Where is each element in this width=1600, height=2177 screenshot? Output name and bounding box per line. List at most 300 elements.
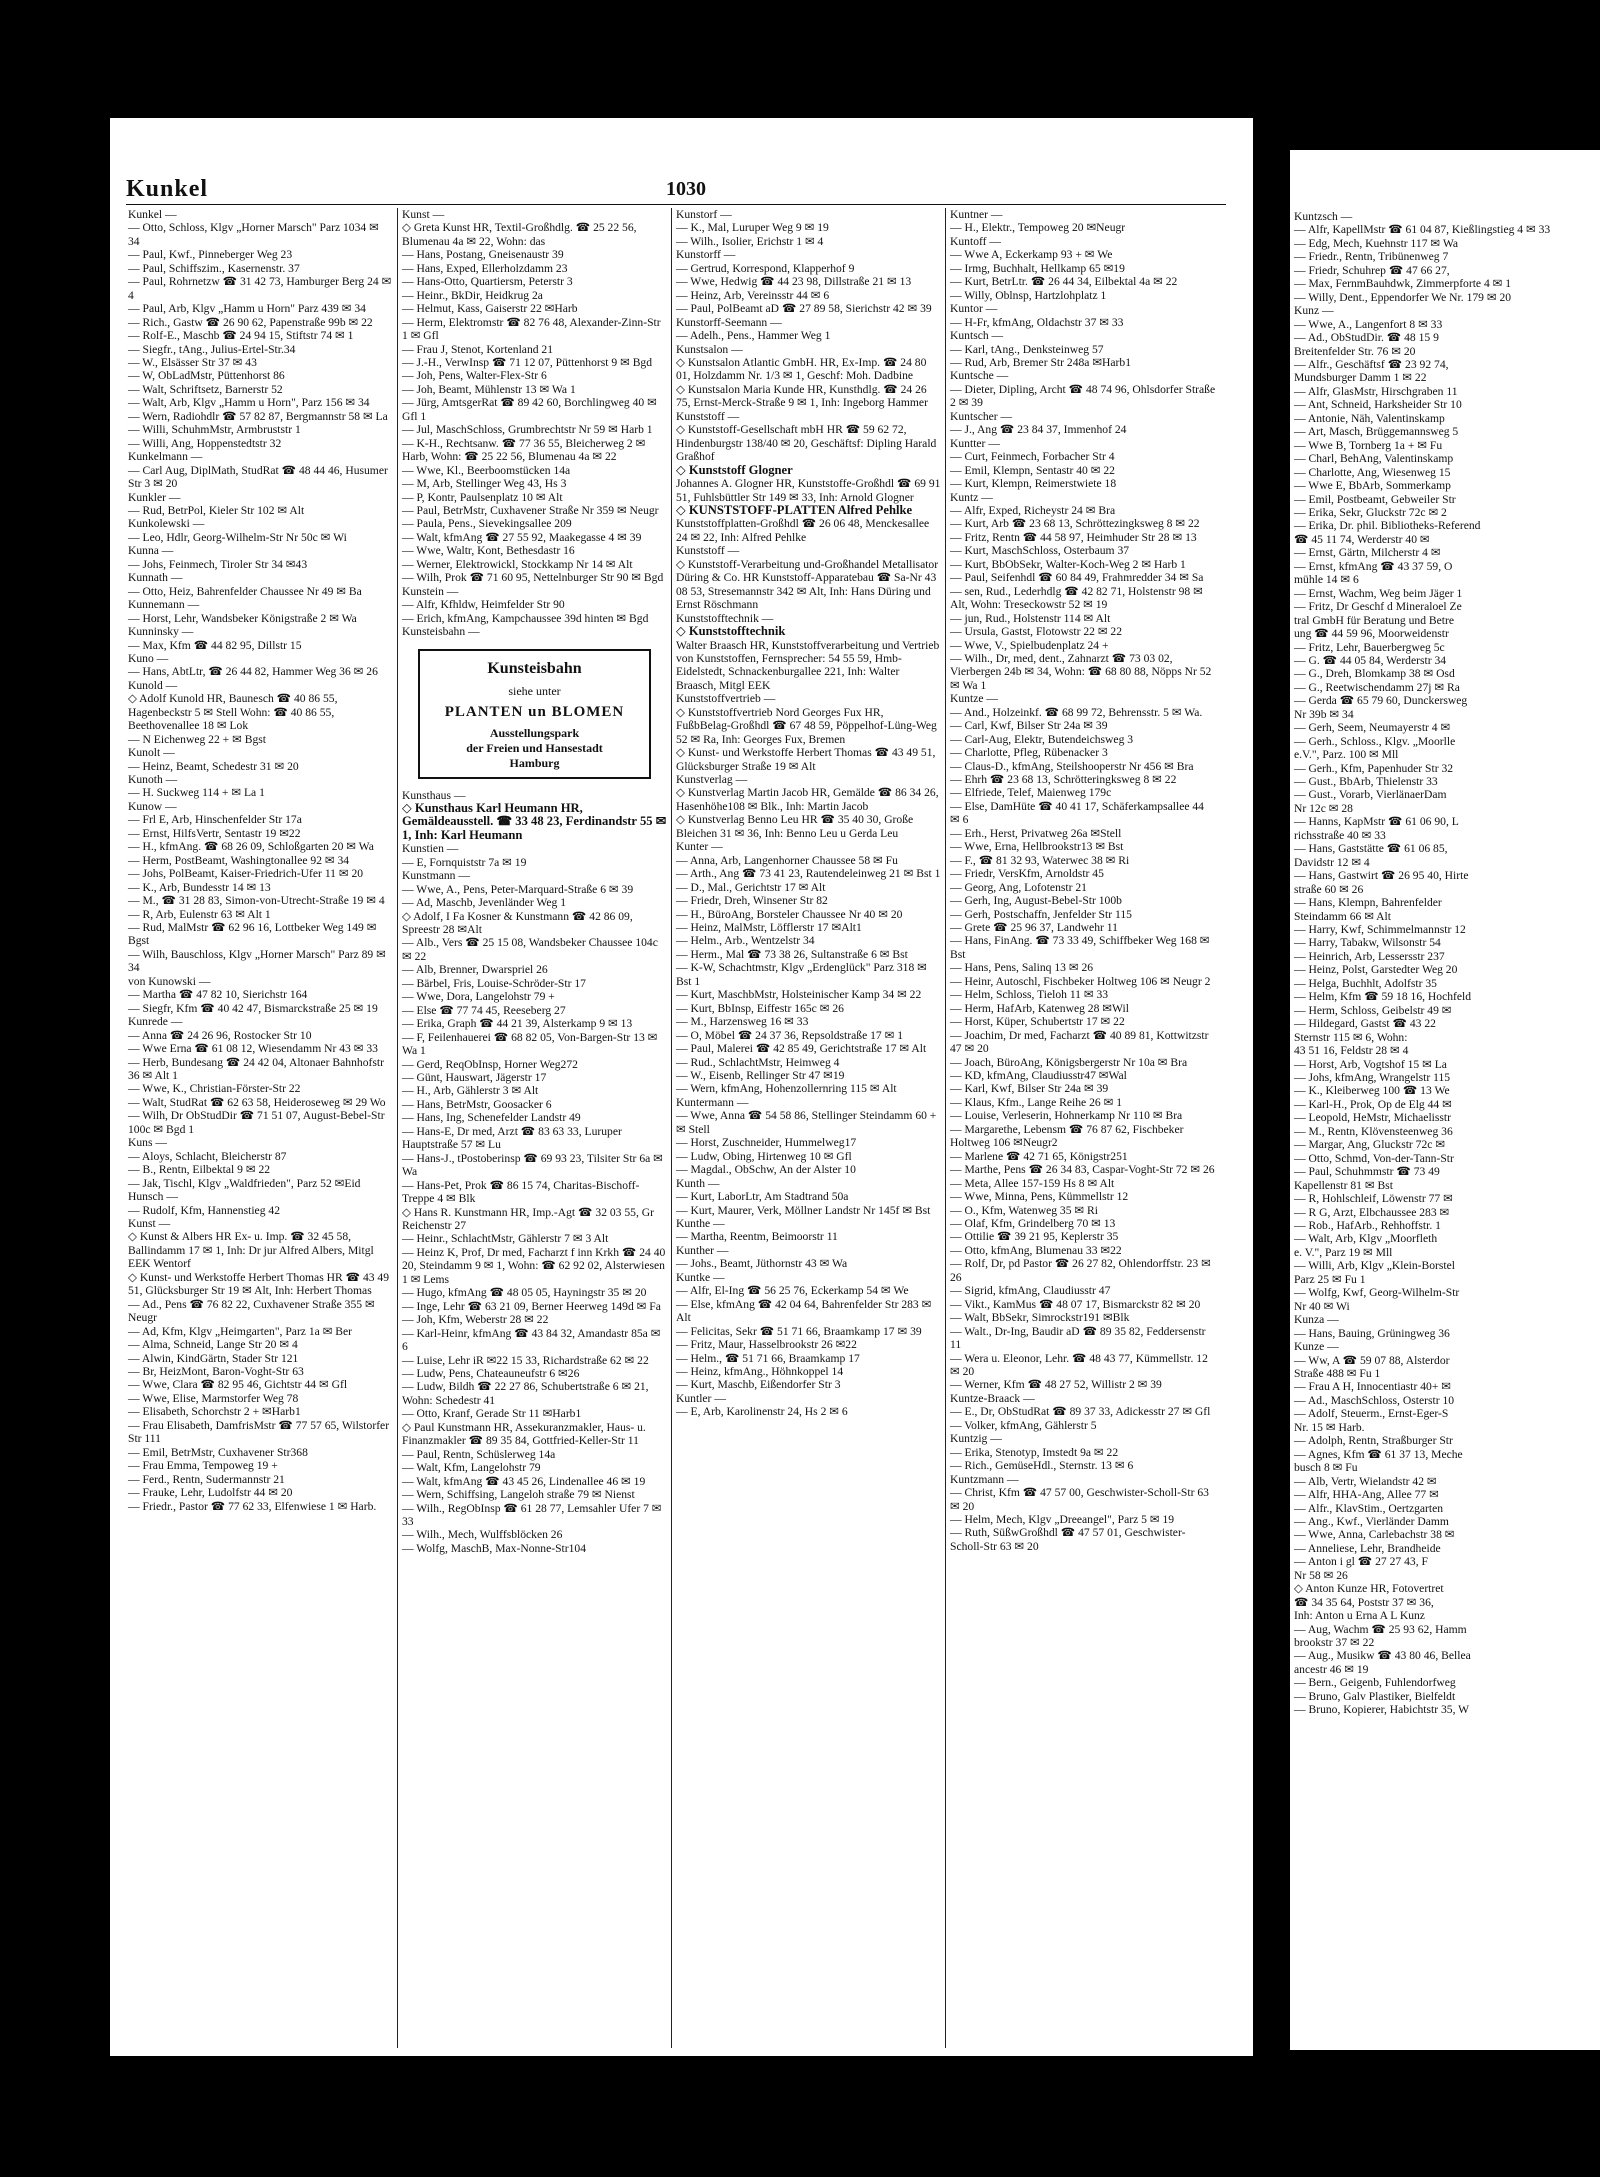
- directory-entry: — Ruth, SüßwGroßhdl ☎ 47 57 01, Geschwister-Scholl-Str 63 ✉ 20: [950, 1526, 1186, 1553]
- directory-entry: von Kunowski —: [128, 974, 211, 988]
- directory-entry: — Heinz, Beamt, Schedestr 31 ✉ 20: [128, 759, 299, 773]
- directory-entry: — Willi, SchuhmMstr, Armbruststr 1: [128, 423, 301, 437]
- directory-entry: — Friedr, Schuhrep ☎ 47 66 27,: [1294, 263, 1450, 277]
- directory-entry: Kunold —: [128, 678, 178, 692]
- directory-entry: — Hans-Pet, Prok ☎ 86 15 74, Charitas-Bischoff-Treppe 4 ✉ Blk: [402, 1178, 640, 1206]
- directory-entry: — Willy, Dent., Eppendorfer We Nr. 179 ✉ 20: [1294, 290, 1512, 304]
- directory-entry: ◇ Kunstsalon Atlantic GmbH. HR, Ex-Imp. ☎ 24 80 01, Holzdamm Nr. 1/3 ✉ 1, Geschf: Moh. Dadbine: [676, 355, 927, 383]
- directory-entry: — Magdal., ObSchw, An der Alster 10: [676, 1163, 856, 1177]
- directory-entry: — Alwin, KindGärtn, Stader Str 121: [128, 1351, 299, 1365]
- directory-entry: — Frau A H, Innocentiastr 40+ ✉: [1294, 1380, 1451, 1394]
- directory-entry: — Heinr., BkDir, Heidkrug 2a: [402, 288, 543, 302]
- directory-entry: — Ad, Kfm, Klgv „Heimgarten", Parz 1a ✉ Ber: [128, 1324, 353, 1338]
- directory-entry: — Helm, Kfm ☎ 59 18 16, Hochfeld: [1294, 990, 1472, 1004]
- directory-entry: Kuntzmann —: [950, 1472, 1019, 1486]
- directory-entry: Kuntscher —: [950, 409, 1013, 423]
- directory-entry: — Wwe, Hedwig ☎ 44 23 98, Dillstraße 21 ✉ 13: [676, 275, 912, 289]
- directory-entry: — Paul, Kwf., Pinneberger Weg 23: [128, 248, 293, 262]
- directory-entry: — Otto, Kranf, Gerade Str 11 ✉Harb1: [402, 1407, 582, 1421]
- directory-entry: — Erika, Dr. phil. Bibliotheks-Referend: [1294, 519, 1481, 533]
- directory-entry: — Alfr, El-Ing ☎ 56 25 76, Eckerkamp 54 ✉ We: [676, 1284, 909, 1298]
- directory-entry: — Ad., MaschSchloss, Osterstr 10: [1294, 1393, 1455, 1407]
- directory-entry: — Alfr, Kfhldw, Heimfelder Str 90: [402, 598, 565, 612]
- directory-entry: Kunolt —: [128, 746, 175, 760]
- directory-entry: — Gust., BbArb, Thielenstr 33: [1294, 775, 1438, 789]
- directory-entry: — Harry, Tabakw, Wilsonstr 54: [1294, 936, 1441, 950]
- directory-entry: — Paula, Pens., Sievekingsallee 209: [402, 517, 572, 531]
- directory-entry: Hunsch —: [128, 1190, 178, 1204]
- directory-entry: — G., Dreh, Blomkamp 38 ✉ Osd: [1294, 667, 1455, 681]
- directory-entry: Kuntor —: [950, 302, 998, 316]
- directory-entry: — Kurt, MaschbMstr, Holsteinischer Kamp 34 ✉ 22: [676, 988, 922, 1002]
- directory-entry: — Vikt., KamMus ☎ 48 07 17, Bismarckstr 82 ✉ 20: [950, 1297, 1201, 1311]
- directory-entry: Kunna —: [128, 544, 174, 558]
- directory-entry: — F, Feilenhauerei ☎ 68 82 05, Von-Bargen-Str 13 ✉ Wa 1: [402, 1030, 658, 1058]
- directory-entry: — Horst, Küper, Schubertstr 17 ✉ 22: [950, 1015, 1125, 1029]
- directory-entry: — Rich., Gastw ☎ 26 90 62, Papenstraße 99b ✉ 22: [128, 315, 373, 329]
- directory-entry: Kunstein —: [402, 584, 459, 598]
- directory-entry: — J.-H., VerwInsp ☎ 71 12 07, Püttenhorst 9 ✉ Bgd: [402, 355, 653, 369]
- directory-entry: Kuntze-Braack —: [950, 1391, 1035, 1405]
- directory-entry: — Willy, Oblnsp, Hartzlohplatz 1: [950, 288, 1107, 302]
- directory-entry: — Alfr, HHA-Ang, Allee 77 ✉: [1294, 1488, 1439, 1502]
- directory-entry: ◇ Hans R. Kunstmann HR, Imp.-Agt ☎ 32 03 55, Gr Reichenstr 27: [402, 1205, 654, 1232]
- directory-entry: Kuntler —: [676, 1391, 726, 1405]
- directory-entry: — R G, Arzt, Elbchaussee 283 ✉: [1294, 1205, 1450, 1219]
- directory-entry: — Ursula, Gastst, Flotowstr 22 ✉ 22: [950, 625, 1123, 639]
- directory-entry: Mundsburger Damm 1 ✉ 22: [1294, 371, 1427, 385]
- directory-entry: — sen, Rud., Lederhdlg ☎ 42 82 71, Holstenstr 98 ✉ Alt, Wohn: Treseckowstr 52 ✉ 19: [950, 584, 1203, 612]
- directory-entry: richsstraße 40 ✉ 33: [1294, 828, 1386, 842]
- directory-entry: — Horst, Zuschneider, Hummelweg17: [676, 1136, 857, 1150]
- directory-entry: — N Eichenweg 22 + ✉ Bgst: [128, 732, 266, 746]
- directory-entry: — Walt, kfmAng ☎ 43 45 26, Lindenallee 46 ✉ 19: [402, 1474, 646, 1488]
- directory-entry: — Ant, Schneid, Harksheider Str 10: [1294, 398, 1462, 412]
- directory-entry: — Walt., Dr-Ing, Baudir aD ☎ 89 35 82, Feddersenstr 11: [950, 1324, 1206, 1352]
- directory-entry: — Ernst, HilfsVertr, Sentastr 19 ✉22: [128, 826, 301, 840]
- directory-entry: — Leo, Hdlr, Georg-Wilhelm-Str Nr 50c ✉ Wi: [128, 530, 347, 544]
- directory-entry: — Luise, Lehr iR ✉22 15 33, Richardstraße 62 ✉ 22: [402, 1353, 649, 1367]
- directory-entry: — Walt, Schriftsetz, Barnerstr 52: [128, 382, 283, 396]
- directory-entry: — Wilh, Dr ObStudDir ☎ 71 51 07, August-Bebel-Str 100c ✉ Bgd 1: [128, 1109, 385, 1136]
- directory-entry: — Wilh, Bauschloss, Klgv „Horner Marsch" Parz 89 ✉ 34: [128, 947, 386, 975]
- directory-entry: — G., Reetwischendamm 27j ✉ Ra: [1294, 680, 1460, 694]
- directory-entry: e. V.", Parz 19 ✉ Mll: [1294, 1245, 1393, 1259]
- directory-entry: Walter Braasch HR, Kunststoffverarbeitung und Vertrieb von Kunststoffen, Fernsprecher: 54 55 59, Hmb-Eidelstedt, Schnackenburgallee 221, Inh: Walter Braasch, Mitgl EEK: [676, 638, 940, 692]
- directory-entry: — Günt, Hauswart, Jägerstr 17: [402, 1071, 547, 1085]
- directory-entry: Kuntke —: [676, 1270, 725, 1284]
- directory-entry: — Georg, Ang, Lofotenstr 21: [950, 880, 1087, 894]
- directory-entry: — Sigrid, kfmAng, Claudiusstr 47: [950, 1284, 1111, 1298]
- directory-entry: — Hugo, kfmAng ☎ 48 05 05, Hayningstr 35 ✉ 20: [402, 1286, 647, 1300]
- directory-entry: — Alfr, Exped, Richeystr 24 ✉ Bra: [950, 503, 1116, 517]
- directory-entry: Nr 12c ✉ 28: [1294, 801, 1353, 815]
- directory-entry: — Ludw, Pens, Chateauneufstr 6 ✉26: [402, 1366, 580, 1380]
- directory-entry: Kunststoff —: [676, 544, 740, 558]
- directory-entry: — Frl E, Arb, Hinschenfelder Str 17a: [128, 813, 302, 827]
- directory-entry: — Ad., Pens ☎ 76 82 22, Cuxhavener Straße 355 ✉ Neugr: [128, 1297, 375, 1325]
- directory-entry: — Aloys, Schlacht, Bleicherstr 87: [128, 1149, 287, 1163]
- directory-entry: — Paul, Malerei ☎ 42 85 49, Gerichtstraße 17 ✉ Alt: [676, 1042, 927, 1056]
- directory-entry: — M., Rentn, Klövensteenweg 36: [1294, 1124, 1453, 1138]
- directory-entry: — M., Harzensweg 16 ✉ 33: [676, 1015, 809, 1029]
- directory-entry: — K-H., Rechtsanw. ☎ 77 36 55, Bleicherweg 2 ✉ Harb, Wohn: ☎ 25 22 56, Blumenau 4a ✉ 22: [402, 436, 646, 464]
- directory-entry: — Wwe, Erna, Hellbrookstr13 ✉ Bst: [950, 840, 1124, 854]
- directory-entry: — Arth., Ang ☎ 73 41 23, Rautendeleinweg 21 ✉ Bst 1: [676, 867, 941, 881]
- directory-entry: Kuntter —: [950, 436, 1000, 450]
- directory-entry: ◇ Kunstverlag Benno Leu HR ☎ 35 40 30, Große Bleichen 31 ✉ 36, Inh: Benno Leu u Gerda Leu: [676, 813, 914, 840]
- directory-entry: — Gertrud, Korrespond, Klapperhof 9: [676, 261, 855, 275]
- directory-entry: Kuno —: [128, 651, 169, 665]
- directory-entry: — Kurt, BbInsp, Eiffestr 165c ✉ 26: [676, 1001, 844, 1015]
- directory-entry: — Gust., Vorarb, VierlänaerDam: [1294, 788, 1447, 802]
- directory-entry: Kunst —: [128, 1216, 171, 1230]
- directory-entry: — Max, FernmBauhdwk, Zimmerpforte 4 ✉ 1: [1294, 277, 1512, 291]
- directory-entry: — Kurt, Klempn, Reimerstwiete 18: [950, 477, 1117, 491]
- directory-entry: — Hanns, KapMstr ☎ 61 06 90, L: [1294, 815, 1459, 829]
- directory-entry: — Paul, Rohrnetzw ☎ 31 42 73, Hamburger Berg 24 ✉ 4: [128, 275, 392, 302]
- directory-entry: — Erika, Stenotyp, Imstedt 9a ✉ 22: [950, 1445, 1119, 1459]
- directory-entry: Kunrede —: [128, 1015, 183, 1029]
- directory-entry: — Heinz, Polst, Garstedter Weg 20: [1294, 963, 1458, 977]
- column-2: [398, 208, 672, 2048]
- directory-entry: ◇ Kunst- und Werkstoffe Herbert Thomas ☎ 43 49 51, Glücksburger Straße 19 ✉ Alt: [676, 746, 936, 773]
- directory-entry: — Walt, Arb, Klgv „Moorfleth: [1294, 1232, 1438, 1246]
- directory-entry: — Wwe, Anna ☎ 54 58 86, Stellinger Steindamm 60 + ✉ Stell: [676, 1109, 937, 1136]
- directory-entry: — Fritz, Lehr, Bauerbergweg 5c: [1294, 640, 1445, 654]
- directory-entry: — Rud, BetrPol, Kieler Str 102 ✉ Alt: [128, 503, 305, 517]
- directory-entry: — Wilh., Mech, Wulffsblöcken 26: [402, 1528, 563, 1542]
- directory-entry: ◇ Kunstverlag Martin Jacob HR, Gemälde ☎ 86 34 26, Hasenhöhe108 ✉ Blk., Inh: Martin Jacob: [676, 786, 939, 813]
- directory-entry: — Gerd, ReqObInsp, Horner Weg272: [402, 1057, 578, 1071]
- directory-entry: — Gerh., Schloss., Klgv. „Moorlle: [1294, 734, 1456, 748]
- directory-entry: Kunsteisbahn —: [402, 625, 480, 639]
- directory-entry: ◇ Adolf Kunold HR, Baunesch ☎ 40 86 55, Hagenbeckstr 5 ✉ Stell Wohn: ☎ 40 86 55, Beethovenallee 18 ✉ Lok: [128, 692, 338, 733]
- directory-entry: — Aug., Musikw ☎ 43 80 46, Bellea: [1294, 1649, 1471, 1663]
- directory-entry: — Else, kfmAng ☎ 42 04 64, Bahrenfelder Str 283 ✉ Alt: [676, 1297, 932, 1325]
- directory-entry: — Fritz, Dr Geschf d Mineraloel Ze: [1294, 600, 1462, 614]
- directory-entry: — Hans, Postang, Gneisenaustr 39: [402, 248, 564, 262]
- directory-entry: — Wwe, Anna, Carlebachstr 38 ✉: [1294, 1528, 1455, 1542]
- directory-entry: — Wwe, Waltr, Kont, Bethesdastr 16: [402, 544, 575, 558]
- directory-entry: — Joh, Kfm, Weberstr 28 ✉ 22: [402, 1313, 549, 1327]
- directory-entry: — Rud., SchlachtMstr, Heimweg 4: [676, 1055, 840, 1069]
- directory-entry: — Alb., Vers ☎ 25 15 08, Wandsbeker Chaussee 104c ✉ 22: [402, 936, 658, 963]
- directory-entry: — Kurt, Maurer, Verk, Möllner Landstr Nr 145f ✉ Bst: [676, 1203, 931, 1217]
- directory-entry: — Horst, Lehr, Wandsbeker Königstraße 2 ✉ Wa: [128, 611, 357, 625]
- directory-entry: — KD, kfmAng, Claudiusstr47 ✉Wal: [950, 1069, 1127, 1082]
- directory-entry: — Gerh, Postschaffn, Jenfelder Str 115: [950, 907, 1132, 921]
- directory-entry: ◇ Kunststoff Glogner: [676, 462, 793, 477]
- directory-entry: — Alfr., Geschäftsf ☎ 23 92 74,: [1294, 357, 1449, 371]
- directory-entry: — Grete ☎ 25 96 37, Landwehr 11: [950, 921, 1118, 935]
- directory-entry: — Helm., ☎ 51 71 66, Braamkamp 17: [676, 1351, 860, 1365]
- directory-entry: — Klaus, Kfm., Lange Reihe 26 ✉ 1: [950, 1095, 1122, 1109]
- directory-entry: ◇ Paul Kunstmann HR, Assekuranzmakler, Haus- u. Finanzmakler ☎ 89 35 84, Gottfried-Keller-Str 11: [402, 1420, 646, 1448]
- directory-entry: — Hans-E, Dr med, Arzt ☎ 83 63 33, Luruper Hauptstraße 57 ✉ Lu: [402, 1124, 622, 1152]
- directory-entry: — Walt, Kfm, Langelohstr 79: [402, 1461, 541, 1475]
- directory-entry: Sternstr 115 ✉ 6, Wohn:: [1294, 1030, 1408, 1044]
- directory-entry: Nr. 15 ✉ Harb.: [1294, 1420, 1365, 1434]
- directory-entry: Nr 40 ✉ Wi: [1294, 1299, 1350, 1313]
- ad-text: Hamburg: [509, 755, 560, 770]
- directory-entry: — Herm, Elektromstr ☎ 82 76 48, Alexander-Zinn-Str 1 ✉ Gfl: [402, 315, 661, 343]
- directory-entry: — Olaf, Kfm, Grindelberg 70 ✉ 13: [950, 1216, 1116, 1230]
- directory-entry: — M, Arb, Stellinger Weg 43, Hs 3: [402, 477, 567, 491]
- directory-entry: — Ernst, Gärtn, Milcherstr 4 ✉: [1294, 546, 1441, 560]
- directory-entry: — Hans, AbtLtr, ☎ 26 44 82, Hammer Weg 36 ✉ 26: [128, 665, 378, 679]
- directory-entry: — Hans, Ing, Schenefelder Landstr 49: [402, 1111, 581, 1125]
- directory-entry: Kunthe —: [676, 1216, 725, 1230]
- directory-entry: Kuntoff —: [950, 234, 1001, 248]
- directory-entry: — Paul, Rentn, Schüslerweg 14a: [402, 1447, 556, 1461]
- directory-entry: — D., Mal., Gerichtstr 17 ✉ Alt: [676, 880, 826, 894]
- directory-entry: — Johs., Beamt, Jüthornstr 43 ✉ Wa: [676, 1257, 848, 1271]
- directory-entry: — H., kfmAng. ☎ 68 26 09, Schloßgarten 20 ✉ Wa: [128, 840, 374, 854]
- directory-entry: — Heinr., SchlachtMstr, Gählerstr 7 ✉ 3 Alt: [402, 1232, 609, 1246]
- directory-entry: ◇ Kunst & Albers HR Ex- u. Imp. ☎ 32 45 58, Ballindamm 17 ✉ 1, Inh: Dr jur Alfred Albers, Mitgl EEK Wentorf: [128, 1230, 374, 1271]
- directory-entry: ung ☎ 44 59 96, Moorweidenstr: [1294, 627, 1449, 641]
- directory-entry: — Wwe, Kl., Beerboomstücken 14a: [402, 463, 571, 477]
- directory-entry: — Ernst, kfmAng ☎ 43 37 59, O: [1294, 559, 1453, 573]
- directory-entry: — Wern, Radiohdlr ☎ 57 82 87, Bergmannstr 58 ✉ La: [128, 409, 388, 423]
- directory-page: [110, 118, 1253, 2056]
- directory-entry: — Max, Kfm ☎ 44 82 95, Dillstr 15: [128, 638, 302, 652]
- directory-entry: — Rud, MalMstr ☎ 62 96 16, Lottbeker Weg 149 ✉ Bgst: [128, 921, 377, 948]
- directory-entry: — Erh., Herst, Privatweg 26a ✉Stell: [950, 826, 1122, 840]
- directory-entry: — Bern., Geigenb, Fuhlendorfweg: [1294, 1676, 1456, 1690]
- directory-entry: — Helga, Buchhlt, Adolfstr 35: [1294, 976, 1437, 990]
- directory-entry: — Hans, Bauing, Grüningweg 36: [1294, 1326, 1450, 1340]
- directory-entry: Kunza —: [1294, 1313, 1339, 1327]
- directory-entry: — Carl-Aug, Elektr, Butendeichsweg 3: [950, 732, 1134, 746]
- directory-entry: — Wwe A, Eckerkamp 93 + ✉ We: [950, 248, 1113, 262]
- ad-text: der Freien und Hansestadt: [466, 740, 603, 755]
- directory-entry: — Kurt, Arb ☎ 23 68 13, Schröttezingksweg 8 ✉ 22: [950, 517, 1200, 531]
- directory-entry: — Friedr., Rentn, Tribünenweg 7: [1294, 250, 1449, 264]
- directory-entry: — Werner, Kfm ☎ 48 27 52, Willistr 2 ✉ 39: [950, 1378, 1162, 1392]
- directory-entry: — Emil, Klempn, Sentastr 40 ✉ 22: [950, 463, 1115, 477]
- directory-entry: — Helm, Schloss, Tieloh 11 ✉ 33: [950, 988, 1109, 1002]
- directory-entry: Kunkler —: [128, 490, 181, 504]
- directory-entry: — Fritz, Rentn ☎ 44 58 97, Heimhuder Str 28 ✉ 13: [950, 530, 1197, 544]
- directory-entry: Kunststofftechnik —: [676, 611, 774, 625]
- directory-entry: — E., Dr, ObStudRat ☎ 89 37 33, Adickesstr 27 ✉ Gfl: [950, 1405, 1211, 1419]
- page-number: 1030: [666, 178, 706, 200]
- directory-entry: Kunstorf —: [676, 208, 732, 221]
- directory-entry: Kuns —: [128, 1136, 167, 1150]
- directory-entry: — Joh, Beamt, Mühlenstr 13 ✉ Wa 1: [402, 382, 576, 396]
- directory-entry: — Heinz, Arb, Vereinsstr 44 ✉ 6: [676, 288, 830, 302]
- directory-entry: — Volker, kfmAng, Gählerstr 5: [950, 1418, 1097, 1432]
- directory-entry: ☎ 34 35 64, Poststr 37 ✉ 36,: [1294, 1595, 1434, 1609]
- directory-entry: — Bruno, Kopierer, Habichtstr 35, W: [1294, 1703, 1470, 1717]
- directory-entry: Kunkolewski —: [128, 517, 205, 531]
- directory-entry: — Wera u. Eleonor, Lehr. ☎ 48 43 77, Kümmellstr. 12 ✉ 20: [950, 1351, 1208, 1378]
- directory-entry: — Otto, Schloss, Klgv „Horner Marsch" Parz 1034 ✉ 34: [128, 221, 379, 248]
- directory-entry: Kuntzsch —: [1294, 210, 1353, 223]
- directory-entry: — Friedr, VersKfm, Arnoldstr 45: [950, 867, 1104, 881]
- directory-entry: Kunoth —: [128, 773, 178, 787]
- directory-entry: — Herm, Schloss, Geibelstr 49 ✉: [1294, 1003, 1452, 1017]
- directory-entry: brookstr 37 ✉ 22: [1294, 1636, 1375, 1650]
- directory-entry: — Claus-D., kfmAng, Steilshooperstr Nr 456 ✉ Bra: [950, 759, 1194, 773]
- ad-text: PLANTEN un BLOMEN: [444, 703, 625, 720]
- directory-entry: Kunstverlag —: [676, 773, 748, 787]
- directory-entry: — Carl, Kwf, Bilser Str 24a ✉ 39: [950, 719, 1108, 733]
- directory-entry: Kunkelmann —: [128, 450, 203, 464]
- directory-entry: — Siegfr, Kfm ☎ 40 42 47, Bismarckstraße 25 ✉ 19: [128, 1001, 378, 1015]
- directory-entry: — Kurt, MaschSchloss, Osterbaum 37: [950, 544, 1130, 558]
- directory-entry: — W., Eisenb, Rellinger Str 47 ✉19: [676, 1069, 845, 1082]
- directory-entry: — Aug, Wachm ☎ 25 93 62, Hamm: [1294, 1622, 1467, 1636]
- directory-entry: Kuntze —: [950, 692, 998, 706]
- directory-entry: — Hans, Exped, Ellerholzdamm 23: [402, 261, 568, 275]
- directory-entry: — Joh, Pens, Walter-Flex-Str 6: [402, 369, 547, 383]
- directory-entry: Kunstmann —: [402, 869, 470, 883]
- directory-entry: — K., Arb, Bundesstr 14 ✉ 13: [128, 880, 271, 894]
- directory-entry: — Otto, Heiz, Bahrenfelder Chaussee Nr 49 ✉ Ba: [128, 584, 362, 598]
- directory-entry: — Margar, Ang, Gluckstr 72c ✉: [1294, 1138, 1446, 1152]
- directory-entry: Kunther —: [676, 1243, 729, 1257]
- directory-entry: — Anton i gl ☎ 27 27 43, F: [1294, 1555, 1428, 1569]
- directory-entry: ◇ Kunststoff-Verarbeitung und-Großhandel Metallisator Düring & Co. HR Kunststoff-Apparatebau ☎ Sa-Nr 43 08 53, Stresemannstr 342 ✉ Alt, Inh: Hans Düring und Ernst Röschmann: [676, 557, 939, 612]
- directory-entry: Kuntner —: [950, 208, 1003, 221]
- directory-entry: — Frauke, Lehr, Ludolfstr 44 ✉ 20: [128, 1486, 293, 1500]
- directory-columns: [124, 208, 1234, 2048]
- directory-entry: — Karl, Kwf, Bilser Str 24a ✉ 39: [950, 1082, 1109, 1096]
- next-page-partial: [1290, 150, 1600, 2050]
- directory-entry: ◇ Kunststoff-Gesellschaft mbH HR ☎ 59 62 72, Hindenburgstr 138/40 ✉ 20, Geschäftsf: Dipling Harald Graßhof: [676, 423, 937, 464]
- directory-entry: tral GmbH für Beratung und Betre: [1294, 613, 1455, 627]
- directory-entry: — K., Kleiberweg 100 ☎ 13 We: [1294, 1084, 1450, 1098]
- directory-entry: — Otto, kfmAng, Blumenau 33 ✉22: [950, 1243, 1122, 1257]
- directory-entry: — Johs, PolBeamt, Kaiser-Friedrich-Ufer 11 ✉ 20: [128, 867, 364, 881]
- directory-entry: ancestr 46 ✉ 19: [1294, 1662, 1369, 1676]
- directory-entry: — Wilh., Dr, med, dent., Zahnarzt ☎ 73 03 02, Vierbergen 24b ✉ 34, Wohn: ☎ 68 80 88, Nöpps Nr 52 ✉ Wa 1: [950, 651, 1212, 692]
- directory-entry: — Anneliese, Lehr, Brandheide: [1294, 1541, 1441, 1555]
- directory-entry: Davidstr 12 ✉ 4: [1294, 855, 1370, 869]
- directory-entry: — E, Fornquiststr 7a ✉ 19: [402, 855, 527, 869]
- directory-entry: — Paul, Seifenhdl ☎ 60 84 49, Frahmredder 34 ✉ Sa: [950, 571, 1204, 585]
- kunsteisbahn-ad-box: [418, 649, 651, 779]
- directory-entry: — Gerh., Kfm, Papenhuder Str 32: [1294, 761, 1454, 775]
- directory-entry: Kunststoffplatten-Großhdl ☎ 26 06 48, Menckesallee 24 ✉ 22, Inh: Alfred Pehlke: [676, 517, 930, 544]
- directory-entry: — Frau J, Stenot, Kortenland 21: [402, 342, 554, 356]
- directory-entry: — Walt, Arb, Klgv „Hamm u Horn", Parz 156 ✉ 34: [128, 396, 370, 410]
- directory-entry: Steindamm 66 ✉ Alt: [1294, 909, 1391, 923]
- directory-entry: — Ottilie ☎ 39 21 95, Keplerstr 35: [950, 1230, 1119, 1244]
- directory-entry: — Gerh, Seem, Neumayerstr 4 ✉: [1294, 721, 1451, 735]
- directory-entry: — Br, HeizMont, Baron-Voght-Str 63: [128, 1364, 304, 1378]
- directory-entry: — Irmg, Buchhalt, Hellkamp 65 ✉19: [950, 261, 1125, 275]
- directory-entry: — Herm, HafArb, Katenweg 28 ✉Wil: [950, 1001, 1129, 1015]
- directory-entry: — Ehrh ☎ 23 68 13, Schrötteringksweg 8 ✉ 22: [950, 773, 1177, 787]
- directory-entry: — Hans, Pens, Salinq 13 ✉ 26: [950, 961, 1094, 975]
- directory-entry: — Paul, Schiffszim., Kasernenstr. 37: [128, 261, 300, 275]
- directory-entry: — Dieter, Dipling, Archt ☎ 48 74 96, Ohlsdorfer Straße 2 ✉ 39: [950, 382, 1216, 410]
- directory-entry: — Jürg, AmtsgerRat ☎ 89 42 60, Borchlingweg 40 ✉ Gfl 1: [402, 396, 657, 423]
- directory-entry: — Kurt, LaborLtr, Am Stadtrand 50a: [676, 1190, 849, 1204]
- directory-entry: — Ad., ObStudDir. ☎ 48 15 9: [1294, 331, 1439, 345]
- directory-entry: — Paul, Arb, Klgv „Hamm u Horn" Parz 439 ✉ 34: [128, 302, 366, 316]
- directory-entry: — R, Arb, Eulenstr 63 ✉ Alt 1: [128, 907, 271, 921]
- directory-entry: Kunstorff —: [676, 248, 736, 262]
- directory-entry: Kunow —: [128, 799, 177, 813]
- directory-entry: Inh: Anton u Erna A L Kunz: [1294, 1609, 1425, 1623]
- directory-entry: — Charlotte, Ang, Wiesenweg 15: [1294, 465, 1451, 479]
- directory-entry: — Joach, BüroAng, Königsbergerstr Nr 10a ✉ Bra: [950, 1055, 1188, 1069]
- directory-entry: — Elfriede, Telef, Maienweg 179c: [950, 786, 1112, 800]
- directory-entry: Kunnemann —: [128, 598, 200, 612]
- directory-entry: — Hans-Otto, Quartiersm, Peterstr 3: [402, 275, 573, 289]
- directory-entry: ◇ Adolf, I Fa Kosner & Kunstmann ☎ 42 86 09, Spreestr 28 ✉Alt: [402, 909, 633, 937]
- directory-entry: — Rolf-E., Maschb ☎ 24 94 15, Stiftstr 74 ✉ 1: [128, 329, 354, 343]
- directory-entry: — Rich., GemüseHdl., Sternstr. 13 ✉ 6: [950, 1459, 1134, 1473]
- directory-entry: — P, Kontr, Paulsenplatz 10 ✉ Alt: [402, 490, 563, 504]
- directory-entry: — Leopold, HeMstr, Michaelisstr: [1294, 1111, 1451, 1125]
- directory-entry: — Hans, FinAng. ☎ 73 33 49, Schiffbeker Weg 168 ✉ Bst: [950, 934, 1210, 961]
- directory-entry: — Heinr, Autoschl, Fischbeker Holtweg 106 ✉ Neugr 2: [950, 974, 1211, 988]
- directory-entry: — Wwe Erna ☎ 61 08 12, Wiesendamm Nr 43 ✉ 33: [128, 1042, 378, 1056]
- directory-entry: — Rud, Arb, Bremer Str 248a ✉Harb1: [950, 355, 1132, 369]
- directory-entry: — Anna, Arb, Langenhorner Chaussee 58 ✉ Fu: [676, 853, 898, 867]
- directory-entry: — Marlene ☎ 42 71 65, Königstr251: [950, 1149, 1128, 1163]
- directory-entry: Kuntsch —: [950, 329, 1004, 343]
- directory-entry: — Felicitas, Sekr ☎ 51 71 66, Braamkamp 17 ✉ 39: [676, 1324, 922, 1338]
- directory-entry: Nr 39b ✉ 34: [1294, 707, 1354, 721]
- directory-entry: Kuntz —: [950, 490, 993, 504]
- directory-entry: — Charlotte, Pfleg, Rübenacker 3: [950, 746, 1108, 760]
- directory-entry: — Wolfg, Kwf, Georg-Wilhelm-Str: [1294, 1286, 1460, 1300]
- directory-entry: — W., Elsässer Str 37 ✉ 43: [128, 355, 257, 369]
- directory-entry: ◇ Greta Kunst HR, Textil-Großhdlg. ☎ 25 22 56, Blumenau 4a ✉ 22, Wohn: das: [402, 221, 637, 248]
- directory-entry: — Elisabeth, Schorchstr 2 + ✉Harb1: [128, 1405, 301, 1419]
- directory-entry: — Wilh, Prok ☎ 71 60 95, Nettelnburger Str 90 ✉ Bgd: [402, 571, 664, 585]
- directory-entry: — Alb, Brenner, Dwarspriel 26: [402, 963, 548, 977]
- directory-entry: — Margarethe, Lebensm ☎ 76 87 62, Fischbeker Holtweg 106 ✉Neugr2: [950, 1122, 1184, 1150]
- directory-entry: — Hans, BetrMstr, Goosacker 6: [402, 1097, 552, 1111]
- directory-entry: — H. Suckweg 114 + ✉ La 1: [128, 786, 265, 800]
- ad-text: siehe unter: [508, 683, 561, 698]
- directory-entry: — Otto, Schmd, Von-der-Tann-Str: [1294, 1151, 1454, 1165]
- directory-entry: — Wwe, Elise, Marmstorfer Weg 78: [128, 1391, 299, 1405]
- directory-entry: — H., Elektr., Tempoweg 20 ✉Neugr: [950, 221, 1126, 235]
- directory-entry: — Hans, Gastwirt ☎ 26 95 40, Hirte: [1294, 869, 1469, 883]
- directory-entry: — Erika, Sekr, Gluckstr 72c ✉ 2: [1294, 505, 1447, 519]
- directory-entry: — Martha ☎ 47 82 10, Sierichstr 164: [128, 988, 308, 1002]
- directory-entry: — G. ☎ 44 05 84, Werderstr 34: [1294, 653, 1447, 667]
- directory-entry: — Paul, Schuhmmstr ☎ 73 49: [1294, 1165, 1440, 1179]
- directory-entry: — Johs, Feinmech, Tiroler Str 34 ✉43: [128, 557, 308, 571]
- directory-entry: Breitenfelder Str. 76 ✉ 20: [1294, 344, 1416, 358]
- directory-entry: — Friedr., Pastor ☎ 77 62 33, Elfenwiese 1 ✉ Harb.: [128, 1499, 377, 1513]
- directory-entry: Kunnath —: [128, 571, 183, 585]
- column-4: [946, 208, 1220, 2048]
- directory-entry: — Herm, PostBeamt, Washingtonallee 92 ✉ 34: [128, 853, 350, 867]
- directory-entry: — Wwe, V., Spielbudenplatz 24 +: [950, 638, 1109, 652]
- directory-entry: — Wwe, Clara ☎ 82 95 46, Gichtstr 44 ✉ Gfl: [128, 1378, 348, 1392]
- directory-entry: — Emil, BetrMstr, Cuxhavener Str368: [128, 1445, 308, 1459]
- directory-entry: ◇ Kunststofftechnik: [676, 624, 786, 639]
- directory-entry: — Wwe, Minna, Pens, Kümmellstr 12: [950, 1190, 1129, 1204]
- directory-entry: — M., ☎ 31 28 83, Simon-von-Utrecht-Straße 19 ✉ 4: [128, 894, 385, 908]
- directory-entry: — Alb, Vertr, Wielandstr 42 ✉: [1294, 1474, 1437, 1488]
- ad-text: Kunsteisbahn: [487, 659, 582, 677]
- column-3: [672, 208, 946, 2048]
- directory-entry: — Heinrich, Arb, Lessersstr 237: [1294, 949, 1445, 963]
- directory-entry: Kunststoffvertrieb —: [676, 692, 776, 706]
